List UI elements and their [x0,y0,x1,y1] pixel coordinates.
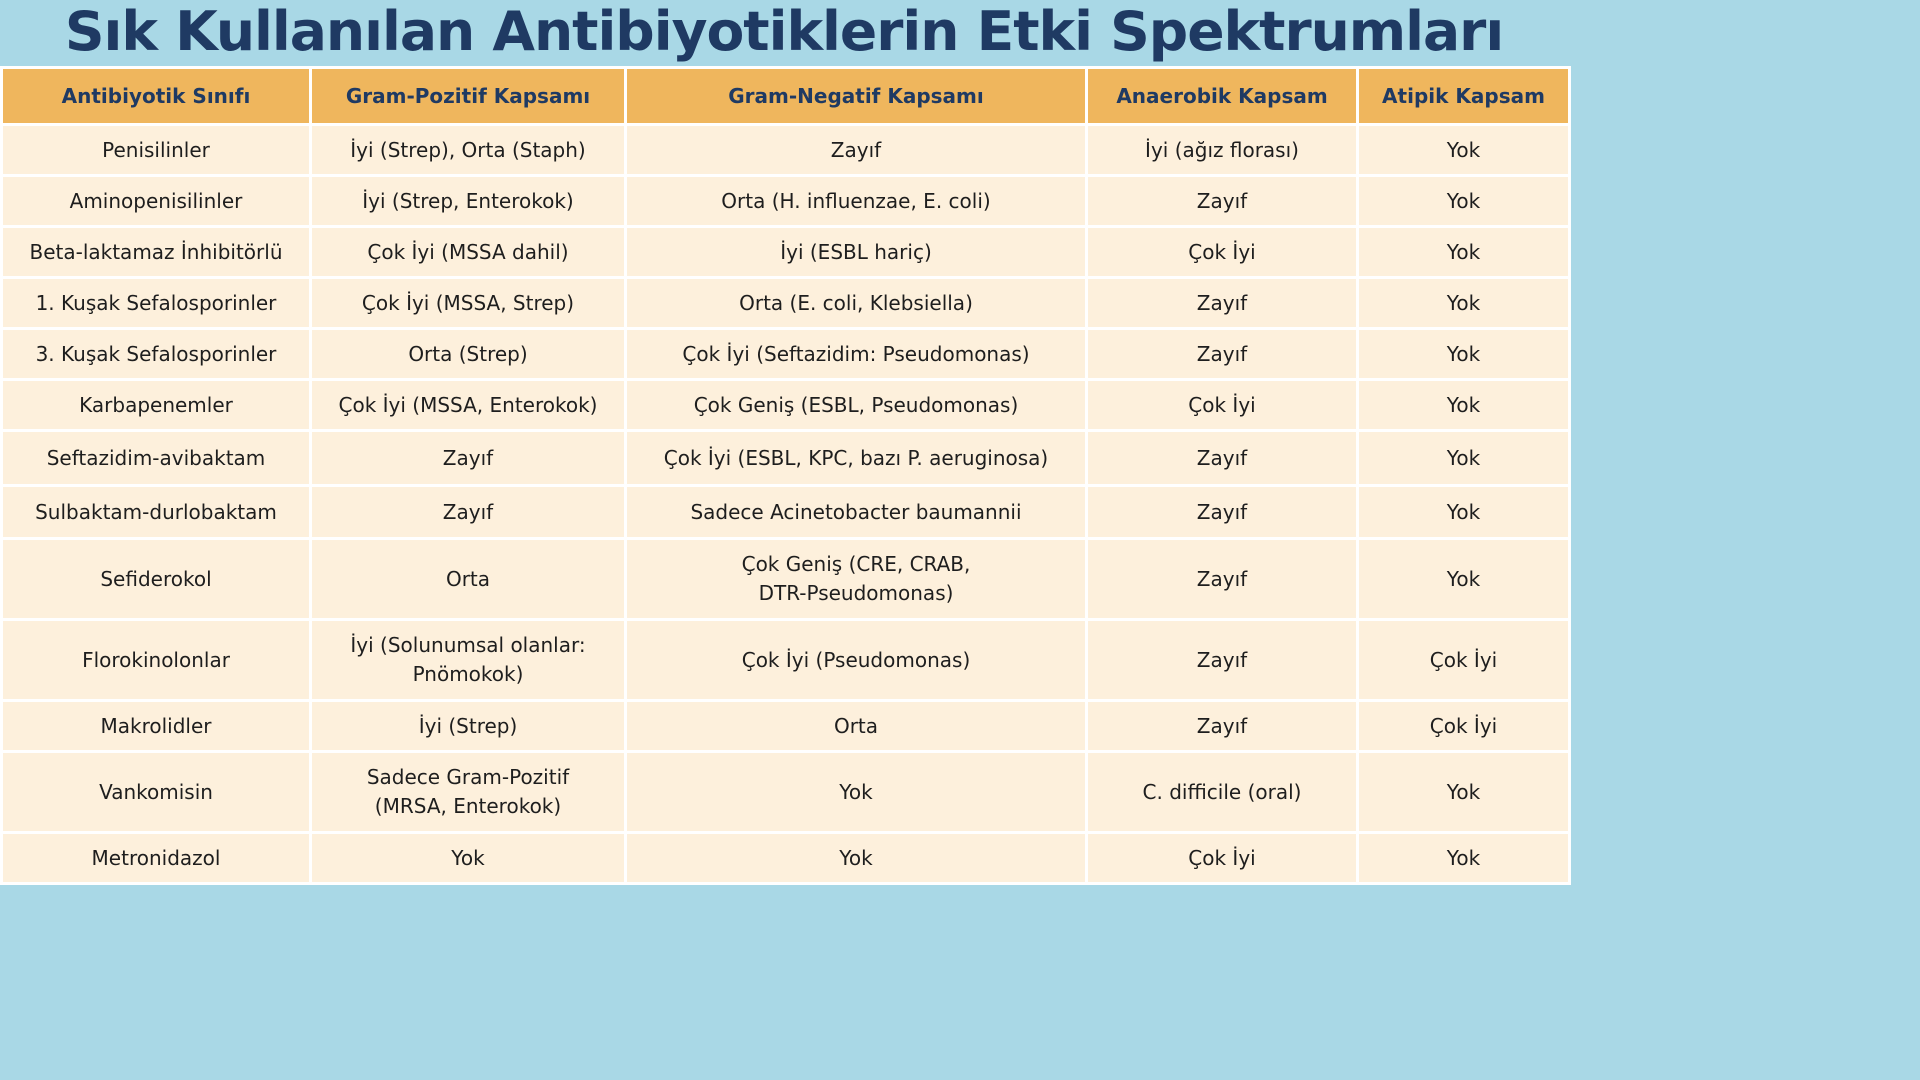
gram-negative-cell: Yok [627,834,1085,882]
column-header-class: Antibiyotik Sınıfı [3,69,309,123]
table-row [3,621,1568,699]
gram-negative-cell: Çok İyi (ESBL, KPC, bazı P. aeruginosa) [627,432,1085,484]
gram-negative-cell: Çok İyi (Seftazidim: Pseudomonas) [627,330,1085,378]
gram-negative-cell: Çok Geniş (ESBL, Pseudomonas) [627,381,1085,429]
gram-positive-cell: İyi (Strep, Enterokok) [312,177,624,225]
antibiotic-class-cell: 1. Kuşak Sefalosporinler [3,279,309,327]
atypical-cell: Yok [1359,834,1568,882]
table-row [3,702,1568,750]
anaerobic-cell: Çok İyi [1088,228,1356,276]
antibiotic-class-cell: Vankomisin [3,753,309,831]
antibiotic-class-cell: Metronidazol [3,834,309,882]
antibiotic-class-cell: Florokinolonlar [3,621,309,699]
gram-negative-cell: Orta [627,702,1085,750]
gram-negative-cell: İyi (ESBL hariç) [627,228,1085,276]
table-row [3,126,1568,174]
anaerobic-cell: İyi (ağız florası) [1088,126,1356,174]
anaerobic-cell: Zayıf [1088,487,1356,537]
atypical-cell: Yok [1359,487,1568,537]
gram-negative-cell: Orta (H. influenzae, E. coli) [627,177,1085,225]
atypical-cell: Yok [1359,126,1568,174]
column-header-atypical: Atipik Kapsam [1359,69,1568,123]
anaerobic-cell: Çok İyi [1088,381,1356,429]
header-row [3,69,1568,123]
atypical-cell: Çok İyi [1359,621,1568,699]
table-row [3,753,1568,831]
anaerobic-cell: Çok İyi [1088,834,1356,882]
antibiotic-class-cell: Beta-laktamaz İnhibitörlü [3,228,309,276]
gram-positive-cell: Sadece Gram-Pozitif (MRSA, Enterokok) [312,753,624,831]
column-header-gram-negative: Gram-Negatif Kapsamı [627,69,1085,123]
anaerobic-cell: Zayıf [1088,540,1356,618]
gram-negative-cell: Orta (E. coli, Klebsiella) [627,279,1085,327]
anaerobic-cell: Zayıf [1088,621,1356,699]
anaerobic-cell: Zayıf [1088,432,1356,484]
table-row [3,487,1568,537]
column-header-anaerobic: Anaerobik Kapsam [1088,69,1356,123]
gram-positive-cell: İyi (Solunumsal olanlar: Pnömokok) [312,621,624,699]
gram-negative-cell: Zayıf [627,126,1085,174]
antibiotic-class-cell: Sulbaktam-durlobaktam [3,487,309,537]
anaerobic-cell: Zayıf [1088,279,1356,327]
gram-positive-cell: Çok İyi (MSSA dahil) [312,228,624,276]
antibiotic-spectrum-table [0,66,1571,885]
table-row [3,834,1568,882]
atypical-cell: Yok [1359,540,1568,618]
gram-positive-cell: Orta [312,540,624,618]
anaerobic-cell: C. difficile (oral) [1088,753,1356,831]
atypical-cell: Yok [1359,432,1568,484]
atypical-cell: Yok [1359,753,1568,831]
table-row [3,540,1568,618]
gram-positive-cell: Zayıf [312,432,624,484]
gram-negative-cell: Çok Geniş (CRE, CRAB, DTR-Pseudomonas) [627,540,1085,618]
anaerobic-cell: Zayıf [1088,702,1356,750]
gram-negative-cell: Çok İyi (Pseudomonas) [627,621,1085,699]
antibiotic-class-cell: Seftazidim-avibaktam [3,432,309,484]
gram-positive-cell: Orta (Strep) [312,330,624,378]
gram-negative-cell: Yok [627,753,1085,831]
gram-positive-cell: Zayıf [312,487,624,537]
table-row [3,177,1568,225]
table-row [3,330,1568,378]
gram-positive-cell: Çok İyi (MSSA, Enterokok) [312,381,624,429]
anaerobic-cell: Zayıf [1088,177,1356,225]
title-bar [0,0,1568,64]
column-header-gram-positive: Gram-Pozitif Kapsamı [312,69,624,123]
antibiotic-class-cell: Aminopenisilinler [3,177,309,225]
antibiotic-class-cell: Makrolidler [3,702,309,750]
atypical-cell: Yok [1359,177,1568,225]
gram-positive-cell: İyi (Strep), Orta (Staph) [312,126,624,174]
table-row [3,432,1568,484]
atypical-cell: Yok [1359,279,1568,327]
antibiotic-class-cell: 3. Kuşak Sefalosporinler [3,330,309,378]
gram-negative-cell: Sadece Acinetobacter baumannii [627,487,1085,537]
table-row [3,228,1568,276]
table-row [3,381,1568,429]
gram-positive-cell: Çok İyi (MSSA, Strep) [312,279,624,327]
atypical-cell: Çok İyi [1359,702,1568,750]
anaerobic-cell: Zayıf [1088,330,1356,378]
antibiotic-class-cell: Penisilinler [3,126,309,174]
gram-positive-cell: Yok [312,834,624,882]
gram-positive-cell: İyi (Strep) [312,702,624,750]
page-title: Sık Kullanılan Antibiyotiklerin Etki Spektrumları [64,0,1504,63]
antibiotic-class-cell: Karbapenemler [3,381,309,429]
table-row [3,279,1568,327]
atypical-cell: Yok [1359,381,1568,429]
atypical-cell: Yok [1359,228,1568,276]
atypical-cell: Yok [1359,330,1568,378]
antibiotic-class-cell: Sefiderokol [3,540,309,618]
